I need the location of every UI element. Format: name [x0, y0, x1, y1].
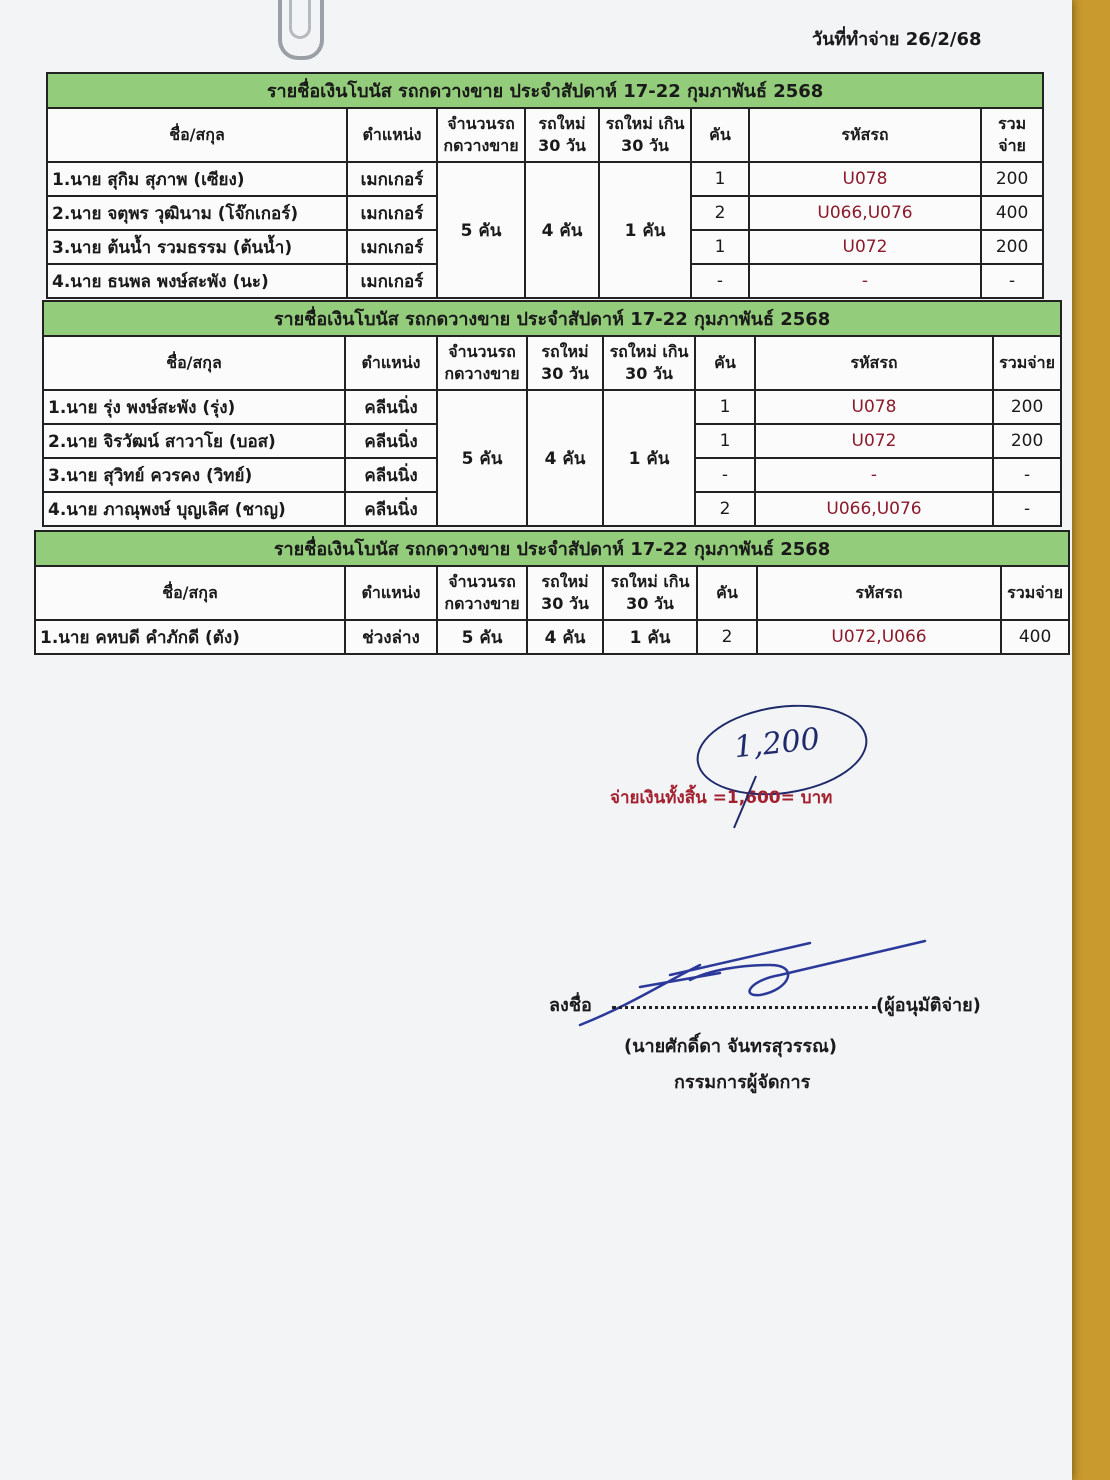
- car-code-value: U072: [749, 230, 981, 264]
- employee-name: 1.นาย สุกิม สุภาพ (เซียง): [47, 162, 347, 196]
- car-code-value: U072,U066: [757, 620, 1001, 654]
- approver-role: (ผู้อนุมัติจ่าย): [876, 995, 981, 1016]
- table-title: รายชื่อเงินโบนัส รถกดวางขาย ประจำสัปดาห์ 17-22 กุมภาพันธ์ 2568: [35, 531, 1069, 566]
- header-name: ชื่อ/สกุล: [35, 566, 345, 620]
- employee-name: 2.นาย จตุพร วุฒินาม (โจ๊กเกอร์): [47, 196, 347, 230]
- bonus-table-maker: [46, 72, 1044, 299]
- pay-value: 200: [981, 230, 1043, 264]
- header-total-pay: รวมจ่าย: [1001, 566, 1069, 620]
- employee-position: เมกเกอร์: [347, 162, 437, 196]
- table-title: รายชื่อเงินโบนัส รถกดวางขาย ประจำสัปดาห์ 17-22 กุมภาพันธ์ 2568: [43, 301, 1061, 336]
- header-car-code: รหัสรถ: [749, 108, 981, 162]
- units-value: 2: [697, 620, 757, 654]
- table-row: [47, 162, 1043, 196]
- paperclip-icon: [278, 0, 324, 60]
- employee-name: 1.นาย คหบดี คำภักดี (ตัง): [35, 620, 345, 654]
- header-car-code: รหัสรถ: [757, 566, 1001, 620]
- employee-name: 3.นาย สุวิทย์ ควรคง (วิทย์): [43, 458, 345, 492]
- new-30-value: 4 คัน: [525, 162, 599, 298]
- employee-position: คลีนนิ่ง: [345, 390, 437, 424]
- pay-value: 400: [981, 196, 1043, 230]
- employee-name: 1.นาย รุ่ง พงษ์สะพัง (รุ่ง): [43, 390, 345, 424]
- employee-position: คลีนนิ่ง: [345, 458, 437, 492]
- pay-value: 200: [993, 424, 1061, 458]
- header-name: ชื่อ/สกุล: [43, 336, 345, 390]
- units-value: 1: [691, 162, 749, 196]
- pay-value: -: [981, 264, 1043, 298]
- pay-value: -: [993, 492, 1061, 526]
- car-code-value: U078: [749, 162, 981, 196]
- table-row: [35, 620, 1069, 654]
- total-payment: จ่ายเงินทั้งสิ้น =1,600= บาท: [610, 788, 833, 808]
- header-units: คัน: [691, 108, 749, 162]
- bonus-table-suspension: [34, 530, 1070, 655]
- units-value: 1: [695, 424, 755, 458]
- units-value: 1: [691, 230, 749, 264]
- header-position: ตำแหน่ง: [347, 108, 437, 162]
- car-code-value: U066,U076: [755, 492, 993, 526]
- employee-position: คลีนนิ่ง: [345, 492, 437, 526]
- units-value: -: [691, 264, 749, 298]
- handwritten-amount: 1,200: [732, 721, 822, 766]
- header-new-30: รถใหม่ 30 วัน: [525, 108, 599, 162]
- over-30-value: 1 คัน: [603, 390, 695, 526]
- car-code-value: U072: [755, 424, 993, 458]
- new-30-value: 4 คัน: [527, 390, 603, 526]
- header-over-30: รถใหม่ เกิน 30 วัน: [603, 566, 697, 620]
- pay-value: 400: [1001, 620, 1069, 654]
- employee-name: 3.นาย ต้นน้ำ รวมธรรม (ต้นน้ำ): [47, 230, 347, 264]
- pay-value: -: [993, 458, 1061, 492]
- employee-name: 4.นาย ธนพล พงษ์สะพัง (นะ): [47, 264, 347, 298]
- units-value: 2: [691, 196, 749, 230]
- employee-position: ช่วงล่าง: [345, 620, 437, 654]
- employee-position: คลีนนิ่ง: [345, 424, 437, 458]
- signature-label: ลงชื่อ: [549, 995, 592, 1016]
- header-position: ตำแหน่ง: [345, 336, 437, 390]
- cars-count-value: 5 คัน: [437, 390, 527, 526]
- units-value: 1: [695, 390, 755, 424]
- over-30-value: 1 คัน: [599, 162, 691, 298]
- pay-value: 200: [981, 162, 1043, 196]
- pay-value: 200: [993, 390, 1061, 424]
- employee-position: เมกเกอร์: [347, 264, 437, 298]
- car-code-value: U066,U076: [749, 196, 981, 230]
- employee-name: 4.นาย ภาณุพงษ์ บุญเลิศ (ชาญ): [43, 492, 345, 526]
- units-value: -: [695, 458, 755, 492]
- header-total-pay: รวมจ่าย: [981, 108, 1043, 162]
- header-over-30: รถใหม่ เกิน 30 วัน: [599, 108, 691, 162]
- car-code-value: U078: [755, 390, 993, 424]
- header-new-30: รถใหม่ 30 วัน: [527, 566, 603, 620]
- payment-date: วันที่ทำจ่าย 26/2/68: [812, 29, 982, 50]
- header-units: คัน: [695, 336, 755, 390]
- header-name: ชื่อ/สกุล: [47, 108, 347, 162]
- signer-name: (นายศักดิ์ดา จันทรสุวรรณ): [624, 1036, 838, 1057]
- units-value: 2: [695, 492, 755, 526]
- bonus-table-cleaning: [42, 300, 1062, 527]
- signature-line: [612, 1006, 876, 1009]
- header-total-pay: รวมจ่าย: [993, 336, 1061, 390]
- cars-count-value: 5 คัน: [437, 620, 527, 654]
- car-code-value: -: [749, 264, 981, 298]
- cars-count-value: 5 คัน: [437, 162, 525, 298]
- signature-scribble: [570, 935, 950, 1035]
- header-car-code: รหัสรถ: [755, 336, 993, 390]
- header-units: คัน: [697, 566, 757, 620]
- signer-title: กรรมการผู้จัดการ: [674, 1072, 811, 1093]
- over-30-value: 1 คัน: [603, 620, 697, 654]
- handwritten-slash-mark: [728, 772, 768, 832]
- header-cars-count: จำนวนรถ กดวางขาย: [437, 108, 525, 162]
- header-cars-count: จำนวนรถ กดวางขาย: [437, 336, 527, 390]
- table-row: [43, 390, 1061, 424]
- table-title: รายชื่อเงินโบนัส รถกดวางขาย ประจำสัปดาห์ 17-22 กุมภาพันธ์ 2568: [47, 73, 1043, 108]
- car-code-value: -: [755, 458, 993, 492]
- header-new-30: รถใหม่ 30 วัน: [527, 336, 603, 390]
- employee-position: เมกเกอร์: [347, 230, 437, 264]
- header-over-30: รถใหม่ เกิน 30 วัน: [603, 336, 695, 390]
- header-position: ตำแหน่ง: [345, 566, 437, 620]
- new-30-value: 4 คัน: [527, 620, 603, 654]
- employee-position: เมกเกอร์: [347, 196, 437, 230]
- header-cars-count: จำนวนรถ กดวางขาย: [437, 566, 527, 620]
- employee-name: 2.นาย จิรวัฒน์ สาวาโย (บอส): [43, 424, 345, 458]
